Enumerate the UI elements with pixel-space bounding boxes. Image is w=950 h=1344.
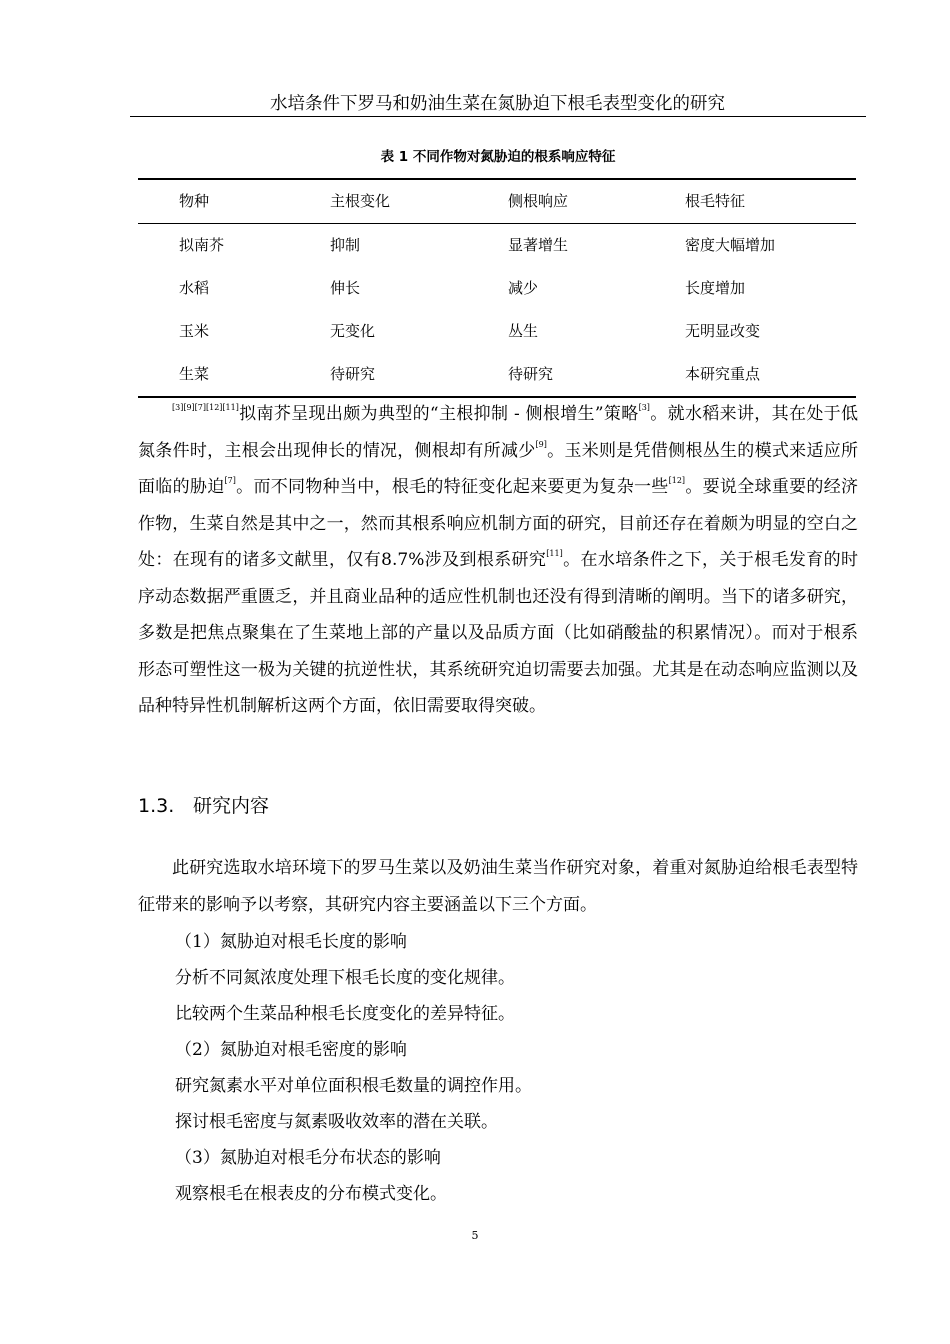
list-item: 研究氮素水平对单位面积根毛数量的调控作用。 <box>175 1076 532 1096</box>
list-item: 观察根毛在根表皮的分布模式变化。 <box>175 1184 447 1204</box>
table-caption: 表 1 不同作物对氮胁迫的根系响应特征 <box>380 149 616 165</box>
paragraph-text: 。玉米则是凭借侧根丛生的模式来适应所面临的胁迫 <box>138 440 859 497</box>
citation-ref: [9] <box>535 439 547 449</box>
table-cell: 待研究 <box>508 365 554 383</box>
list-item: 分析不同氮浓度处理下根毛长度的变化规律。 <box>175 968 515 988</box>
table-cell: 本研究重点 <box>685 365 761 383</box>
table-row <box>138 224 856 267</box>
page-number: 5 <box>471 1229 479 1242</box>
column-header: 根毛特征 <box>685 192 746 210</box>
citation-ref: [11] <box>546 549 563 558</box>
response-table <box>138 178 856 398</box>
table-cell: 丛生 <box>508 322 539 340</box>
table-cell: 生菜 <box>179 365 210 383</box>
table-cell: 拟南芥 <box>179 236 225 254</box>
table-row <box>138 310 856 353</box>
section-intro: 此研究选取水培环境下的罗马生菜以及奶油生菜当作研究对象，着重对氮胁迫给根毛表型特征带来的影响予以考察，其研究内容主要涵盖以下三个方面。 <box>138 858 858 915</box>
running-header: 水培条件下罗马和奶油生菜在氮胁迫下根毛表型变化的研究 <box>270 94 725 114</box>
paragraph-text: 。就水稻来讲，其在处于低氮条件时，主根会出现伸长的情况，侧根却有所减少 <box>138 404 859 461</box>
list-item: 比较两个生菜品种根毛长度变化的差异特征。 <box>175 1004 515 1024</box>
list-item: （1）氮胁迫对根毛长度的影响 <box>175 932 407 952</box>
citation-ref: [3] <box>638 403 650 412</box>
citation-ref: [7] <box>224 476 236 485</box>
paragraph-text: 。而不同物种当中，根毛的特征变化起来要更为复杂一些 <box>235 477 669 497</box>
table-cell: 密度大幅增加 <box>685 236 776 254</box>
column-header: 侧根响应 <box>508 192 569 210</box>
citation-ref: [3][9][7][12][11] <box>172 403 239 412</box>
table-header-row <box>138 180 856 223</box>
paragraph-text: 拟南芥呈现出颇为典型的“主根抑制 - 侧根增生”策略 <box>238 404 639 424</box>
section-heading <box>138 790 269 822</box>
table-cell: 减少 <box>508 279 539 297</box>
column-header: 物种 <box>179 192 210 210</box>
table-cell: 玉米 <box>179 322 210 340</box>
body-paragraph <box>138 396 858 725</box>
table-row <box>138 353 856 396</box>
table-cell: 显著增生 <box>508 236 569 254</box>
list-item: 探讨根毛密度与氮素吸收效率的潜在关联。 <box>175 1112 498 1132</box>
table-cell: 无变化 <box>330 322 376 340</box>
header-rule <box>130 116 866 117</box>
table-cell: 待研究 <box>330 365 376 383</box>
table-cell: 抑制 <box>330 236 361 254</box>
citation-ref: [12] <box>668 476 686 485</box>
list-item: （2）氮胁迫对根毛密度的影响 <box>175 1040 407 1060</box>
table-cell: 水稻 <box>179 279 210 297</box>
column-header: 主根变化 <box>330 192 391 210</box>
table-row <box>138 267 856 310</box>
section-number: 1.3. <box>138 795 175 817</box>
table-cell: 伸长 <box>330 279 361 297</box>
list-item: （3）氮胁迫对根毛分布状态的影响 <box>175 1148 441 1168</box>
section-title: 研究内容 <box>193 795 270 817</box>
paragraph-text: 。要说全球重要的经济作物，生菜自然是其中之一，然而其根系响应机制方面的研究，目前还存在着颇为明显的空白之处：在现有的诸多文献里，仅有8.7%涉及到根系研究 <box>138 477 859 570</box>
paragraph-text: 。在水培条件之下，关于根毛发育的时序动态数据严重匮乏，并且商业品种的适应性机制也还没有得到清晰的阐明。当下的诸多研究，多数是把焦点聚集在了生菜地上部的产量以及品质方面（比如硝酸盐的积累情况）。而对于根系形态可塑性这一极为关键的抗逆性状，其系统研究迫切需要去加强。尤其是在动态响应监测以及品种特异性机制解析这两个方面，依旧需要取得突破。 <box>138 550 858 716</box>
table-cell: 长度增加 <box>685 279 746 297</box>
table-cell: 无明显改变 <box>685 322 761 340</box>
